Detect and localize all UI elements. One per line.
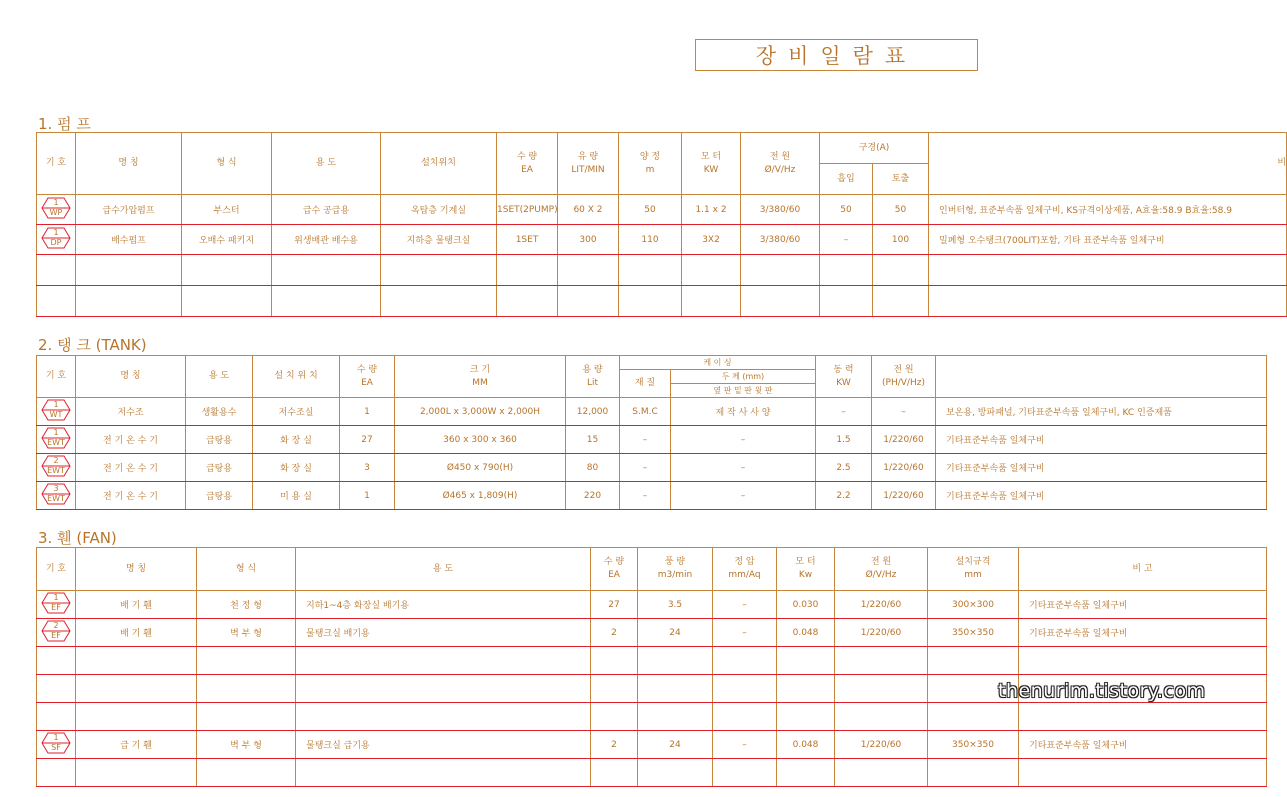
tank-header-casing: 케 이 싱 — [620, 356, 816, 370]
tag-wp-1: 1 WP — [37, 195, 76, 225]
cell-motor: 1.1 x 2 — [682, 195, 741, 225]
cell-qty: 1SET — [497, 225, 558, 255]
pump-header-type: 형 식 — [182, 133, 272, 195]
cell-location: 화 장 실 — [253, 454, 340, 482]
cell-qty: 1 — [340, 482, 395, 510]
watermark: thenurim.tistory.com — [998, 680, 1206, 702]
table-row — [37, 426, 1267, 454]
cell-power: 1/220/60 — [872, 482, 936, 510]
cell-name: 전 기 온 수 기 — [76, 454, 186, 482]
tank-header-location: 설 치 위 치 — [253, 356, 340, 398]
cell-suction: 50 — [820, 195, 873, 225]
tank-header-thickness-sub: 옆 판 밑 판 윗 판 — [671, 384, 816, 398]
tank-header-size: 크 기 MM — [395, 356, 566, 398]
cell-motor: 0.030 — [777, 591, 835, 619]
cell-remark: 기타표준부속품 일체구비 — [936, 426, 1267, 454]
cell-remark: 보온용, 방파패널, 기타표준부속품 일체구비, KC 인증제품 — [936, 398, 1267, 426]
cell-material: – — [620, 454, 671, 482]
cell-qty: 27 — [340, 426, 395, 454]
pump-header-flow: 유 량 LIT/MIN — [558, 133, 619, 195]
cell-suction: – — [820, 225, 873, 255]
pump-section-title: 1. 펌 프 — [38, 115, 91, 133]
tank-table — [36, 355, 1267, 510]
fan-header-use: 용 도 — [296, 548, 591, 591]
fan-header-pressure: 정 압 mm/Aq — [713, 548, 777, 591]
cell-type: 천 정 형 — [197, 591, 296, 619]
pump-header-symbol: 기 호 — [37, 133, 76, 195]
cell-type: 벽 부 형 — [197, 731, 296, 759]
tag-dp-1: 1 DP — [37, 225, 76, 255]
cell-airflow: 3.5 — [638, 591, 713, 619]
pump-header-motor: 모 터 KW — [682, 133, 741, 195]
cell-name: 급 기 휀 — [76, 731, 197, 759]
cell-use: 물탱크실 급기용 — [296, 731, 591, 759]
cell-location: 화 장 실 — [253, 426, 340, 454]
empty-row — [37, 647, 1267, 675]
cell-remark: 기타표준부속품 일체구비 — [1019, 619, 1267, 647]
table-row — [37, 482, 1267, 510]
cell-location: 미 용 실 — [253, 482, 340, 510]
cell-qty: 3 — [340, 454, 395, 482]
fan-header-power: 전 원 Ø/V/Hz — [835, 548, 928, 591]
cell-name: 전 기 온 수 기 — [76, 482, 186, 510]
table-row — [37, 619, 1267, 647]
cell-use: 급탕용 — [186, 426, 253, 454]
fan-header-symbol: 기 호 — [37, 548, 76, 591]
pump-table — [36, 132, 1287, 317]
cell-flow: 300 — [558, 225, 619, 255]
fan-table — [36, 547, 1267, 787]
table-row — [37, 731, 1267, 759]
empty-row — [37, 759, 1267, 787]
pump-header-power: 전 원 Ø/V/Hz — [741, 133, 820, 195]
cell-discharge: 50 — [873, 195, 929, 225]
cell-kw: 1.5 — [816, 426, 872, 454]
cell-remark: 밀폐형 오수탱크(700LIT)포함, 기타 표준부속품 일체구비 — [929, 225, 1287, 255]
cell-name: 배 기 휀 — [76, 591, 197, 619]
tank-header-capacity: 용 량 Lit — [566, 356, 620, 398]
cell-qty: 2 — [591, 731, 638, 759]
cell-flow: 60 X 2 — [558, 195, 619, 225]
tag-ewt-2: 2 EWT — [37, 454, 76, 482]
page-title: 장비일람표 — [695, 39, 978, 71]
cell-use: 급수 공급용 — [272, 195, 381, 225]
cell-thickness: 제 작 사 사 양 — [671, 398, 816, 426]
cell-head: 50 — [619, 195, 682, 225]
fan-header-type: 형 식 — [197, 548, 296, 591]
cell-thickness: – — [671, 482, 816, 510]
cell-remark: 인버터형, 표준부속품 일체구비, KS규격이상제품, A효율:58.9 B효율:58.9 — [929, 195, 1287, 225]
cell-capacity: 80 — [566, 454, 620, 482]
cell-qty: 1 — [340, 398, 395, 426]
cell-remark: 기타표준부속품 일체구비 — [936, 454, 1267, 482]
cell-pressure: – — [713, 731, 777, 759]
tag-sf-1: 1 SF — [37, 731, 76, 759]
empty-row — [37, 703, 1267, 731]
cell-use: 위생배관 배수용 — [272, 225, 381, 255]
cell-spec: 350×350 — [928, 619, 1019, 647]
cell-name: 저수조 — [76, 398, 186, 426]
cell-use: 생활용수 — [186, 398, 253, 426]
cell-location: 옥탑층 기계실 — [381, 195, 497, 225]
tag-ewt-3: 3 EWT — [37, 482, 76, 510]
cell-power: 1/220/60 — [835, 619, 928, 647]
pump-header-remark: 비 — [929, 133, 1287, 195]
pump-header-discharge: 토출 — [873, 164, 929, 195]
cell-head: 110 — [619, 225, 682, 255]
empty-row — [37, 255, 1287, 286]
tank-header-kw: 동 력 KW — [816, 356, 872, 398]
cell-motor: 3X2 — [682, 225, 741, 255]
cell-size: 360 x 300 x 360 — [395, 426, 566, 454]
tag-ewt-1: 1 EWT — [37, 426, 76, 454]
cell-location: 저수조실 — [253, 398, 340, 426]
table-row — [37, 398, 1267, 426]
pump-header-location: 설치위치 — [381, 133, 497, 195]
cell-name: 배 기 휀 — [76, 619, 197, 647]
cell-capacity: 15 — [566, 426, 620, 454]
cell-use: 급탕용 — [186, 482, 253, 510]
cell-spec: 350×350 — [928, 731, 1019, 759]
fan-header-motor: 모 터 Kw — [777, 548, 835, 591]
cell-kw: 2.2 — [816, 482, 872, 510]
cell-name: 배수펌프 — [76, 225, 182, 255]
tank-header-power: 전 원 (PH/V/Hz) — [872, 356, 936, 398]
cell-material: – — [620, 426, 671, 454]
cell-pressure: – — [713, 591, 777, 619]
cell-airflow: 24 — [638, 619, 713, 647]
cell-qty: 2 — [591, 619, 638, 647]
cell-name: 급수가압펌프 — [76, 195, 182, 225]
pump-header-head: 양 정 m — [619, 133, 682, 195]
table-row — [37, 225, 1287, 255]
tank-header-symbol: 기 호 — [37, 356, 76, 398]
fan-header-spec: 설치규격 mm — [928, 548, 1019, 591]
cell-location: 지하층 물탱크실 — [381, 225, 497, 255]
cell-size: Ø450 x 790(H) — [395, 454, 566, 482]
cell-motor: 0.048 — [777, 619, 835, 647]
tag-ef-1: 1 EF — [37, 591, 76, 619]
cell-qty: 27 — [591, 591, 638, 619]
tank-header-name: 명 칭 — [76, 356, 186, 398]
tag-ef-2: 2 EF — [37, 619, 76, 647]
cell-kw: 2.5 — [816, 454, 872, 482]
cell-thickness: – — [671, 454, 816, 482]
pump-header-suction: 흡입 — [820, 164, 873, 195]
cell-use: 물탱크실 배기용 — [296, 619, 591, 647]
pump-header-bore: 구경(A) — [820, 133, 929, 164]
cell-material: – — [620, 482, 671, 510]
cell-qty: 1SET(2PUMP) — [497, 195, 558, 225]
cell-power: 3/380/60 — [741, 225, 820, 255]
cell-power: 3/380/60 — [741, 195, 820, 225]
cell-size: Ø465 x 1,809(H) — [395, 482, 566, 510]
fan-section-title: 3. 휀 (FAN) — [38, 529, 117, 547]
cell-type: 오배수 패키지 — [182, 225, 272, 255]
cell-power: 1/220/60 — [872, 454, 936, 482]
cell-power: 1/220/60 — [835, 731, 928, 759]
table-row — [37, 454, 1267, 482]
cell-use: 지하1~4층 화장실 배기용 — [296, 591, 591, 619]
pump-header-qty: 수 량 EA — [497, 133, 558, 195]
cell-type: 부스터 — [182, 195, 272, 225]
cell-name: 전 기 온 수 기 — [76, 426, 186, 454]
fan-header-name: 명 칭 — [76, 548, 197, 591]
fan-header-remark: 비 고 — [1019, 548, 1267, 591]
tank-header-qty: 수 량 EA — [340, 356, 395, 398]
table-row — [37, 195, 1287, 225]
fan-header-airflow: 풍 량 m3/min — [638, 548, 713, 591]
cell-type: 벽 부 형 — [197, 619, 296, 647]
empty-row — [37, 286, 1287, 317]
tank-header-material: 재 질 — [620, 370, 671, 398]
cell-capacity: 12,000 — [566, 398, 620, 426]
cell-kw: – — [816, 398, 872, 426]
cell-use: 급탕용 — [186, 454, 253, 482]
cell-material: S.M.C — [620, 398, 671, 426]
cell-power: 1/220/60 — [872, 426, 936, 454]
tank-header-remark — [936, 356, 1267, 398]
cell-capacity: 220 — [566, 482, 620, 510]
cell-motor: 0.048 — [777, 731, 835, 759]
cell-airflow: 24 — [638, 731, 713, 759]
table-row — [37, 591, 1267, 619]
cell-remark: 기타표준부속품 일체구비 — [1019, 591, 1267, 619]
cell-pressure: – — [713, 619, 777, 647]
tank-header-thickness: 두 께 (mm) — [671, 370, 816, 384]
tank-section-title: 2. 탱 크 (TANK) — [38, 336, 147, 354]
cell-size: 2,000L x 3,000W x 2,000H — [395, 398, 566, 426]
cell-power: – — [872, 398, 936, 426]
cell-spec: 300×300 — [928, 591, 1019, 619]
cell-discharge: 100 — [873, 225, 929, 255]
pump-header-name: 명 칭 — [76, 133, 182, 195]
cell-thickness: – — [671, 426, 816, 454]
fan-header-qty: 수 량 EA — [591, 548, 638, 591]
cell-remark: 기타표준부속품 일체구비 — [936, 482, 1267, 510]
pump-header-use: 용 도 — [272, 133, 381, 195]
cell-power: 1/220/60 — [835, 591, 928, 619]
tag-wt-1: 1 WT — [37, 398, 76, 426]
cell-remark: 기타표준부속품 일체구비 — [1019, 731, 1267, 759]
tank-header-use: 용 도 — [186, 356, 253, 398]
